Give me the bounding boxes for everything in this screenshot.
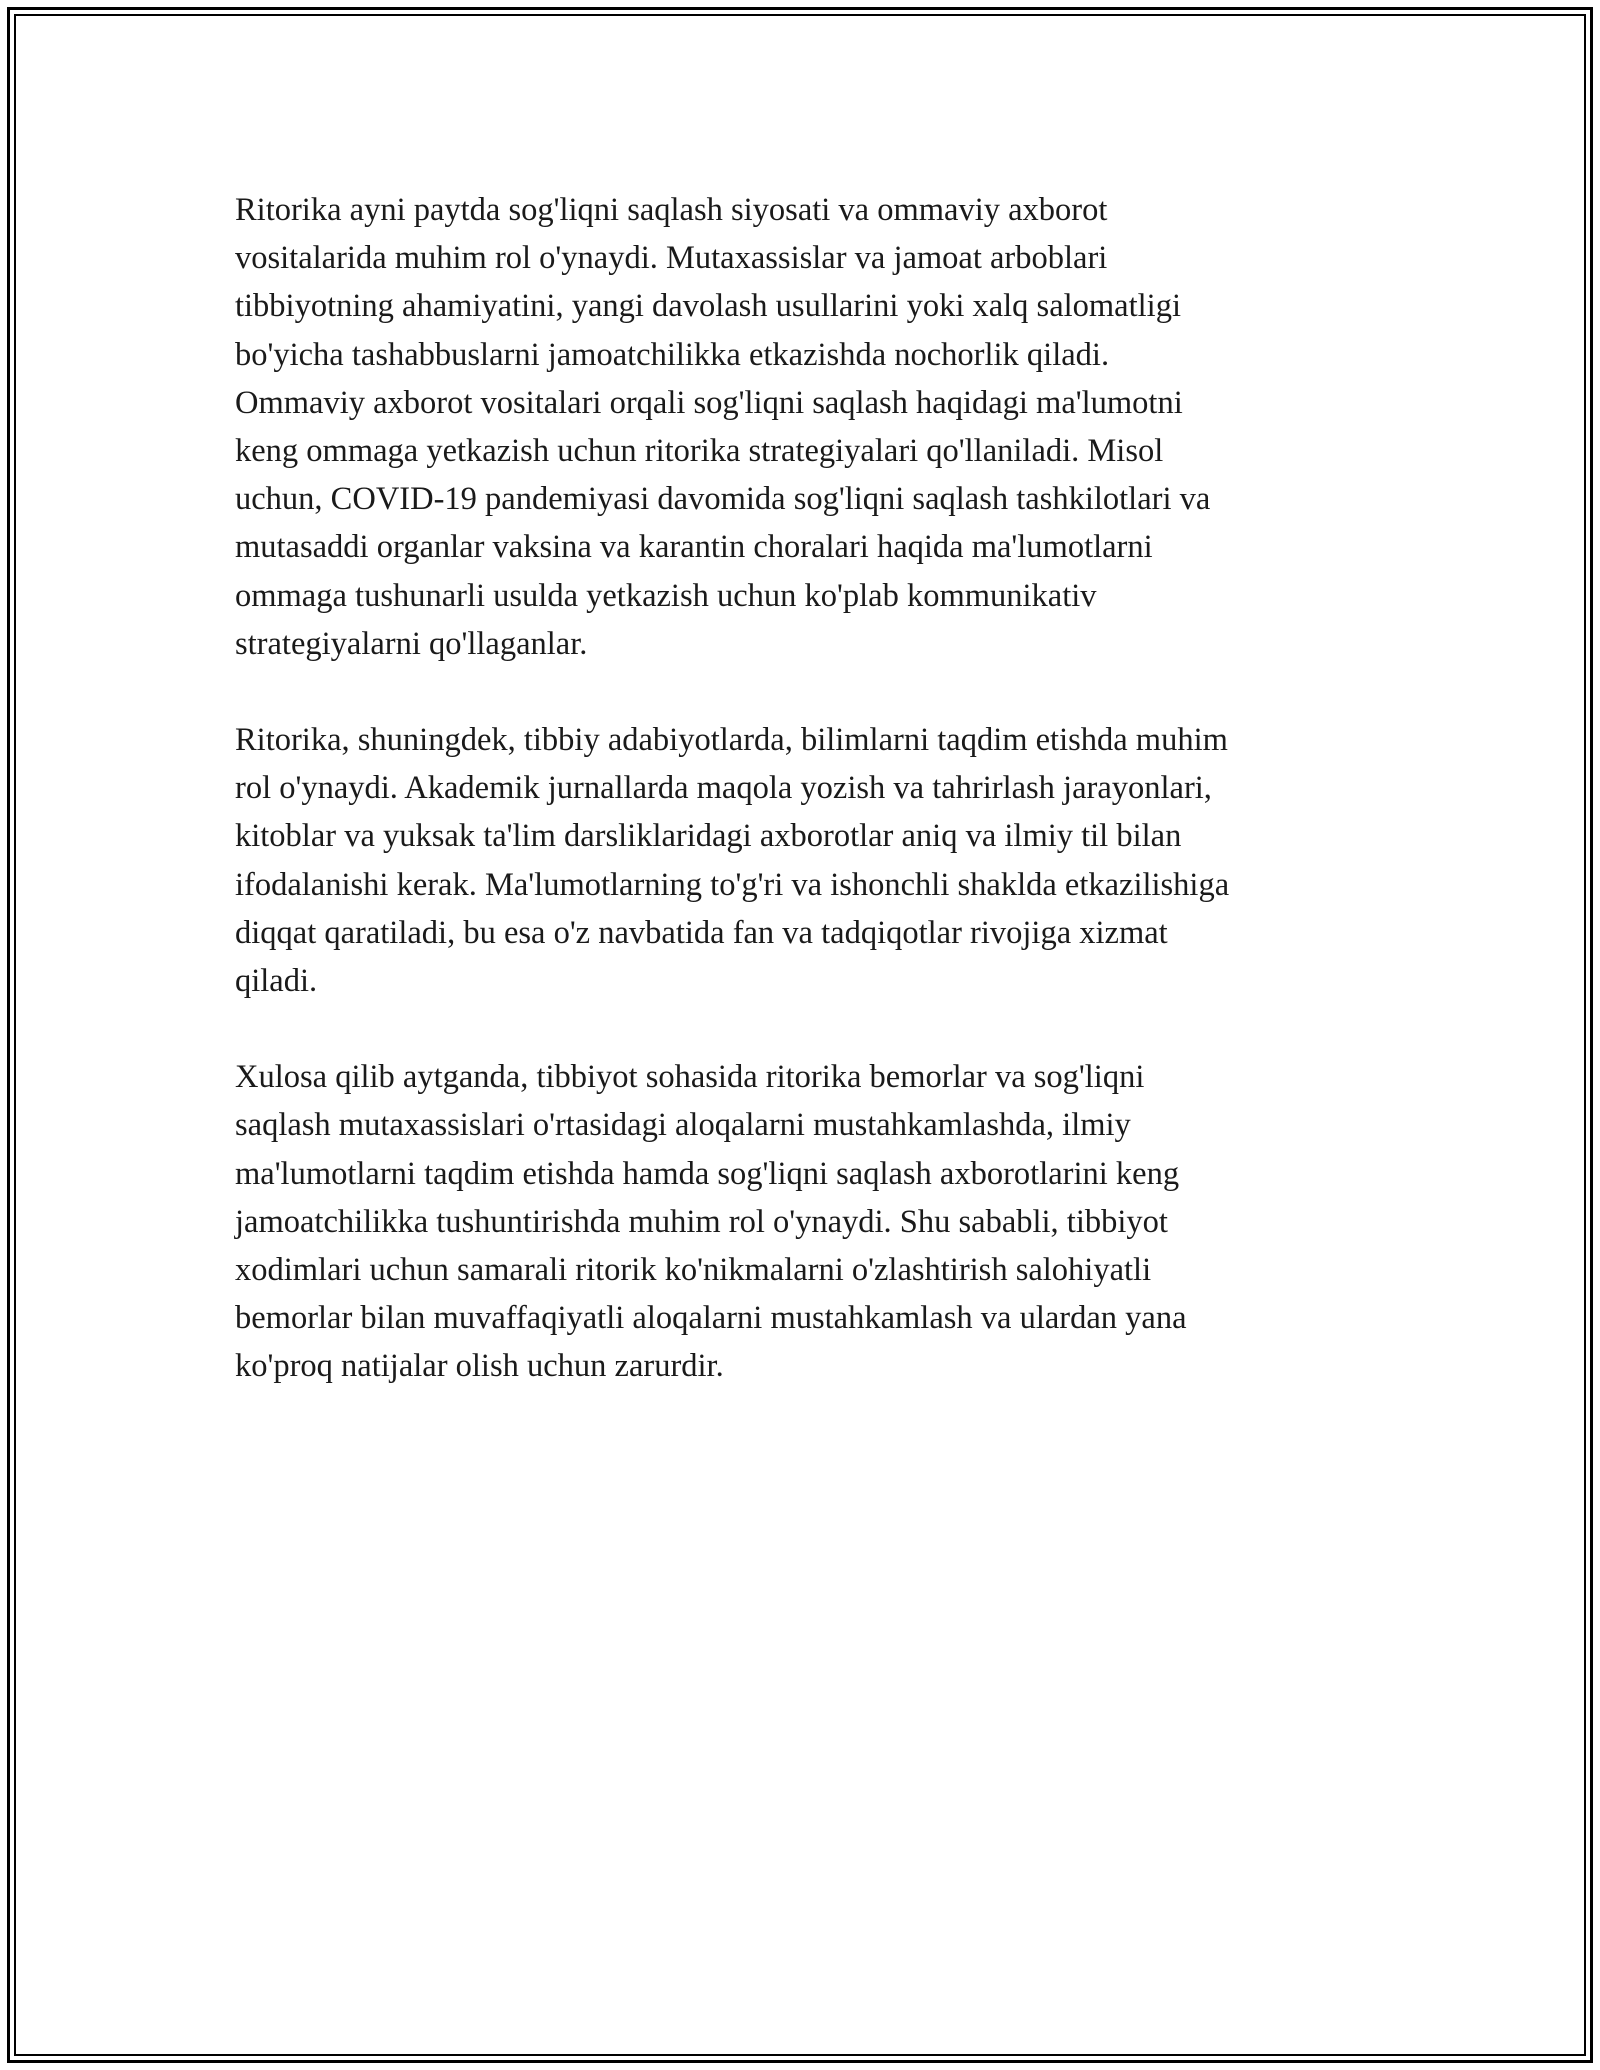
- document-body: [235, 186, 1375, 1439]
- paragraph-medical-literature: Ritorika, shuningdek, tibbiy adabiyotlarda, bilimlarni taqdim etishda muhim rol o'ynaydi. Akademik jurnallarda maqola yozish va tahrirlash jarayonlari, kitoblar va yuksak ta'lim darsliklaridagi axborotlar aniq va ilmiy til bilan ifodalanishi kerak. Ma'lumotlarning to'g'ri va ishonchli shaklda etkazilishiga diqqat qaratiladi, bu esa o'z navbatida fan va tadqiqotlar rivojiga xizmat qiladi.: [235, 722, 1230, 1000]
- paragraph-conclusion: Xulosa qilib aytganda, tibbiyot sohasida ritorika bemorlar va sog'liqni saqlash mutaxassislari o'rtasidagi aloqalarni mustahkamlashda, ilmiy ma'lumotlarni taqdim etishda hamda sog'liqni saqlash axborotlarini keng jamoatchilikka tushuntirishda muhim rol o'ynaydi. Shu sababli, tibbiyot xodimlari uchun samarali ritorik ko'nikmalarni o'zlashtirish salohiyatli bemorlar bilan muvaffaqiyatli aloqalarni mustahkamlash va ulardan yana ko'proq natijalar olish uchun zarurdir.: [235, 1059, 1187, 1385]
- paragraph-health-policy: Ritorika ayni paytda sog'liqni saqlash siyosati va ommaviy axborot vositalarida muhim rol o'ynaydi. Mutaxassislar va jamoat arboblari tibbiyotning ahamiyatini, yangi davolash usullarini yoki xalq salomatligi bo'yicha tashabbuslarni jamoatchilikka etkazishda nochorlik qiladi. Ommaviy axborot vositalari orqali sog'liqni saqlash haqidagi ma'lumotni keng ommaga yetkazish uchun ritorika strategiyalari qo'llaniladi. Misol uchun, COVID-19 pandemiyasi davomida sog'liqni saqlash tashkilotlari va mutasaddi organlar vaksina va karantin choralari haqida ma'lumotlarni ommaga tushunarli usulda yetkazish uchun ko'plab kommunikativ strategiyalarni qo'llaganlar.: [235, 192, 1211, 662]
